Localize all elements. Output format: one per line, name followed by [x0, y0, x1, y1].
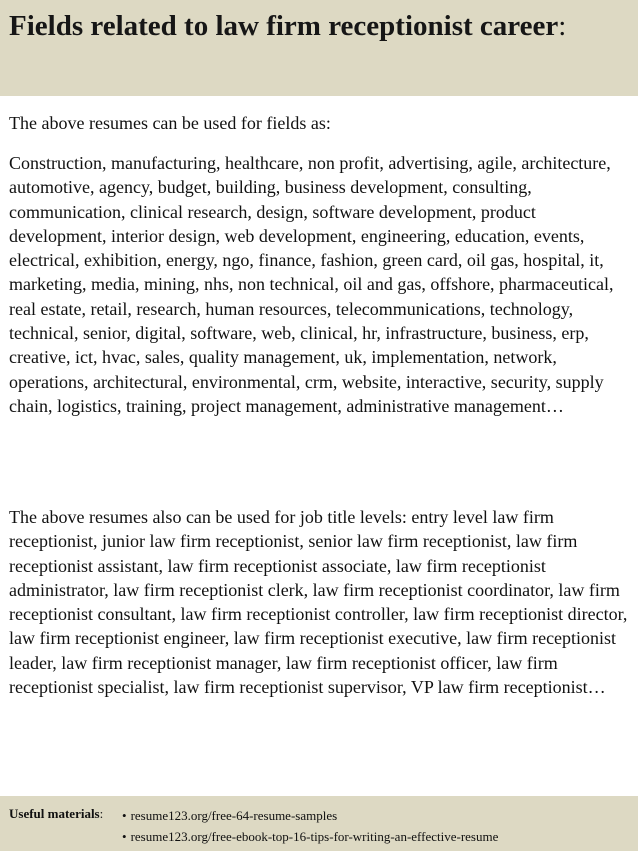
useful-materials-colon: :: [99, 806, 104, 821]
job-levels-paragraph: The above resumes also can be used for job title levels: entry level law firm receptionist, junior law firm receptionist, senior law firm receptionist, law firm receptionist assistant, law firm receptionist associate, law firm receptionist administrator, law firm receptionist clerk, law firm receptionist coordinator, law firm receptionist consultant, law firm receptionist controller, law firm receptionist director, law firm receptionist engineer, law firm receptionist executive, law firm receptionist leader, law firm receptionist manager, law firm receptionist officer, law firm receptionist specialist, law firm receptionist supervisor, VP law firm receptionist…: [9, 507, 628, 698]
list-item: [122, 805, 498, 826]
page-title: [9, 4, 629, 48]
useful-materials-label-text: Useful materials: [9, 806, 100, 821]
bullet-icon: •: [122, 808, 127, 823]
useful-materials-label: [9, 805, 103, 823]
page-title-colon: :: [558, 10, 567, 42]
list-item: [122, 826, 498, 847]
resume-samples-link[interactable]: resume123.org/free-64-resume-samples: [130, 808, 338, 823]
useful-materials-list: [122, 805, 498, 847]
ebook-tips-link[interactable]: resume123.org/free-ebook-top-16-tips-for-writing-an-effective-resume: [130, 829, 499, 844]
fields-list: Construction, manufacturing, healthcare, non profit, advertising, agile, architecture, automotive, agency, budget, building, business development, consulting, communication, clinical research, design, software development, product development, interior design, web development, engineering, education, events, electrical, exhibition, energy, ngo, finance, fashion, green card, oil gas, hospital, it, marketing, media, mining, nhs, non technical, oil and gas, offshore, pharmaceutical, real estate, retail, research, human resources, telecommunications, technology, technical, senior, digital, software, web, clinical, hr, infrastructure, business, erp, creative, ict, hvac, sales, quality management, uk, implementation, network, operations, architectural, environmental, crm, website, interactive, security, supply chain, logistics, training, project management, administrative management…: [9, 153, 614, 416]
page-title-text: Fields related to law firm receptionist career: [9, 10, 559, 42]
bullet-icon: •: [122, 829, 127, 844]
fields-intro: The above resumes can be used for fields as:: [9, 113, 331, 133]
